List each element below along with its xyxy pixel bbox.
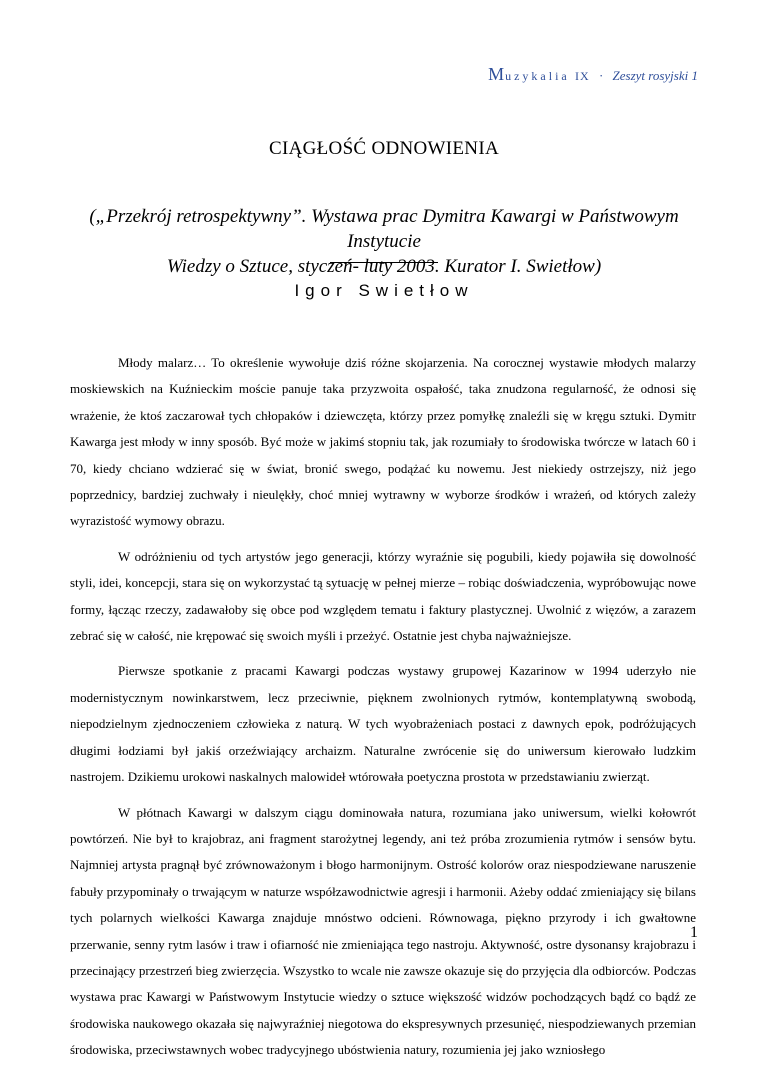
subtitle-line: („Przekrój retrospektywny”. Wystawa prac Dymitra Kawargi w Państwowym Instytucie [89, 206, 679, 252]
header-separator: · [598, 68, 604, 83]
article-subtitle [60, 204, 708, 279]
author-name: Igor Swietłow [294, 281, 474, 300]
body-paragraph: W płótnach Kawargi w dalszym ciągu dominowała natura, rozumiana jako uniwersum, wielki kołowrót powtórzeń. Nie był to krajobraz, ani fragment starożytnej legendy, ani też próba zrozumienia rytmów i sensów bytu. Najmniej artysta pragnął być zrównoważonym i błogo harmonijnym. Ostrość kolorów oraz niespodziewane naruszenie fabuły przypominały o trwającym w naturze współzawodnictwie agresji i harmonii. Ażeby oddać zmieniający się bilans tych polarnych wielkości Kawarga znajduje mnóstwo odcieni. Równowaga, piękno przyrody i ich gwałtowne przerwanie, senny rytm lasów i traw i ofiarność nie zmieniająca tego nastroju. Aktywność, ostre dysonansy krajobrazu i przecinający przestrzeń bieg zwierzęcia. Wszystko to wcale nie zawsze okazuje się do przyjęcia dla odbiorców. Podczas wystawa prac Kawargi w Państwowym Instytucie wiedzy o sztuce większość widzów pochodzących bądź co bądź ze środowiska naukowego okazała się najwyraźniej niegotowa do ekspresywnych przesunięć, niespodziewanych przemian środowiska, przeciwstawnych wobec tradycyjnego ubóstwienia natury, rozumienia jej jako wzniosłego [70, 804, 696, 1058]
title-divider [330, 262, 438, 263]
running-header [488, 64, 698, 85]
article-body [70, 350, 696, 1073]
article-title: CIĄGŁOŚĆ ODNOWIENIA [269, 138, 499, 159]
magazine-initial: M [488, 64, 506, 84]
body-paragraph: W odróżnieniu od tych artystów jego generacji, którzy wyraźnie się pogubili, kiedy pojawiła się dowolność styli, idei, koncepcji, stara się on wykorzystać tą sytuację w pełnej mierze – robiąc doświadczenia, wypróbowując nowe formy, łącząc rzeczy, zadawałoby się obce pod względem tematu i faktury plastycznej. Uwolnić z więzów, a zarazem zebrać się w całość, nie krępować się swoich myśli i przeżyć. Ostatnie jest chyba najważniejsze. [70, 548, 696, 644]
magazine-volume: IX [575, 69, 590, 83]
body-paragraph: Młody malarz… To określenie wywołuje dziś różne skojarzenia. Na corocznej wystawie młodych malarzy moskiewskich na Kuźnieckim moście panuje taka przyzwoita ospałość, taka znudzona regularność, że odnosi się wrażenie, że ktoś zaczarował tych chłopaków i dziewczęta, którzy przez pomyłkę znaleźli się w kręgu sztuki. Dymitr Kawarga jest młody w inny sposób. Być może w jakimś stopniu tak, jak rozumiały to środowiska twórcze w latach 60 i 70, kiedy chciano wdzierać się w świat, bronić swego, podążać ku nowemu. Jest niekiedy ostrzejszy, niż jego poprzednicy, bardziej zuchwały i nieulękły, choć mniej wytrawny w wyborze środków i wrażeń, od których zależy wyrazistość wymowy obrazu. [70, 355, 696, 529]
series-name: Zeszyt rosyjski 1 [612, 68, 698, 83]
body-paragraph: Pierwsze spotkanie z pracami Kawargi podczas wystawy grupowej Kazarinow w 1994 uderzyło nie modernistycznym nowinkarstwem, lecz przeciwnie, pięknem zwolnionych rytmów, kontemplatywną swobodą, niepodzielnym zjednoczeniem człowieka z naturą. W tych wyobrażeniach postaci z dawnych epok, podróżujących długimi łodziami był jakiś orzeźwiający archaizm. Naturalne zwrócenie się do uniwersum kierowało ludzkim nastrojem. Dzikiemu urokowi naskalnych malowideł wtórowała poetyczna prostota w przedstawianiu zwierząt. [70, 663, 696, 785]
subtitle-line: Wiedzy o Sztuce, styczeń- luty 2003. Kurator I. Swietłow) [166, 256, 602, 277]
page-number: 1 [690, 924, 698, 941]
magazine-name: uzykalia [505, 69, 570, 83]
